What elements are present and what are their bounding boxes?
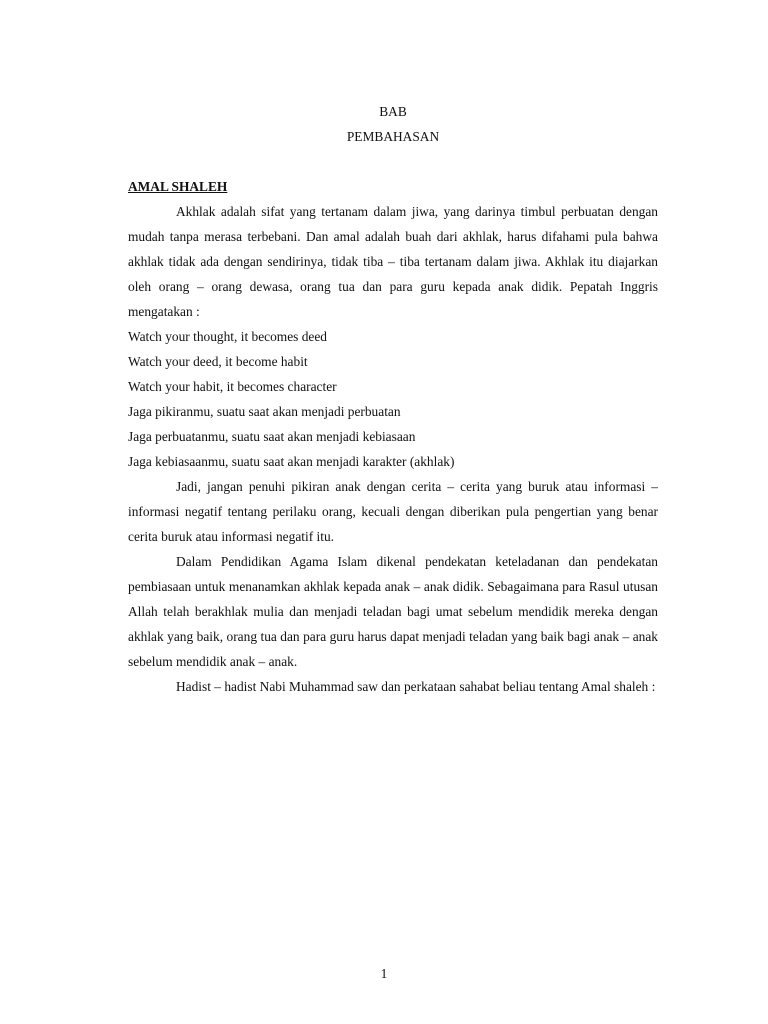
quote-line-4: Jaga pikiranmu, suatu saat akan menjadi perbuatan (128, 404, 401, 419)
paragraph-approach: Dalam Pendidikan Agama Islam dikenal pendekatan keteladanan dan pendekatan pembiasaan untuk menanamkan akhlak kepada anak – anak didik. Sebagaimana para Rasul utusan Allah telah berakhlak mulia dan menjadi teladan bagi umat sebelum mendidik mereka dengan akhlak yang baik, orang tua dan para guru harus dapat menjadi teladan yang baik bagi anak – anak sebelum mendidik anak – anak. (128, 554, 658, 669)
paragraph-definition: Akhlak adalah sifat yang tertanam dalam jiwa, yang darinya timbul perbuatan dengan mudah tanpa merasa terbebani. Dan amal adalah buah dari akhlak, harus difahami pula bahwa akhlak tidak ada dengan sendirinya, tidak tiba – tiba tertanam dalam jiwa. Akhlak itu diajarkan oleh orang – orang dewasa, orang tua dan para guru kepada anak didik. Pepatah Inggris mengatakan : (128, 204, 658, 319)
page-number: 1 (380, 966, 388, 981)
quote-line-5: Jaga perbuatanmu, suatu saat akan menjadi kebiasaan (128, 429, 416, 444)
chapter-title: PEMBAHASAN (346, 129, 440, 144)
quote-line-6: Jaga kebiasaanmu, suatu saat akan menjadi karakter (akhlak) (128, 454, 455, 469)
quote-line-1: Watch your thought, it becomes deed (128, 329, 327, 344)
quote-line-2: Watch your deed, it become habit (128, 354, 308, 369)
body-text (128, 199, 658, 699)
chapter-label: BAB (379, 104, 407, 119)
section-title: AMAL SHALEH (128, 179, 228, 194)
paragraph-hadith-intro: Hadist – hadist Nabi Muhammad saw dan perkataan sahabat beliau tentang Amal shaleh : (176, 679, 656, 694)
paragraph-advice: Jadi, jangan penuhi pikiran anak dengan cerita – cerita yang buruk atau informasi – informasi negatif tentang perilaku orang, kecuali dengan diberikan pula pengertian yang benar cerita buruk atau informasi negatif itu. (128, 479, 658, 544)
quote-line-3: Watch your habit, it becomes character (128, 379, 337, 394)
